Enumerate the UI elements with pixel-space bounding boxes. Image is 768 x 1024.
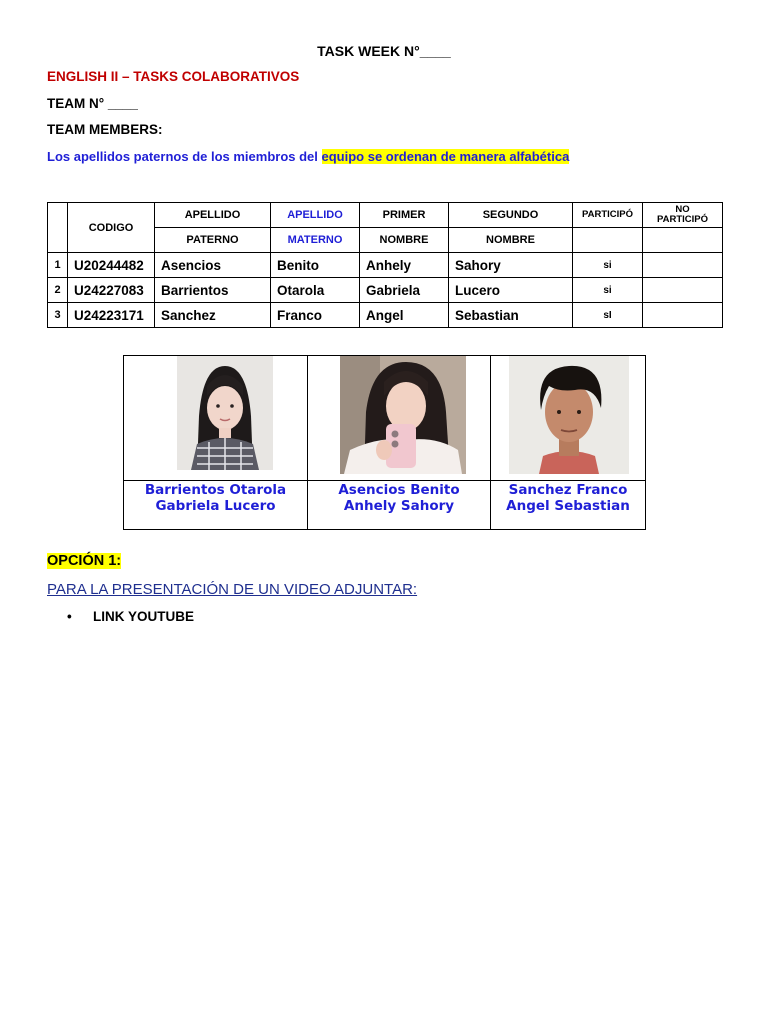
row-primer-nombre: Gabriela [360,278,449,303]
member-photo [177,356,273,470]
row-number: 2 [48,278,68,303]
row-number: 3 [48,303,68,328]
row-primer-nombre: Angel [360,303,449,328]
header-empty-cell [573,228,643,253]
bullet-list-item [67,609,194,624]
course-subtitle: ENGLISH II – TASKS COLABORATIVOS [47,69,300,84]
row-participo: sI [573,303,643,328]
header-number-cell [48,203,68,253]
row-apellido-materno: Franco [271,303,360,328]
row-apellido-materno: Benito [271,253,360,278]
member-caption [491,481,645,514]
photo-cell [308,356,491,481]
header-apellido-paterno-2: PATERNO [155,228,271,253]
header-apellido-materno-2: MATERNO [271,228,360,253]
instruction-text [47,149,569,164]
header-primer-2: NOMBRE [360,228,449,253]
caption-cell [308,481,491,530]
header-segundo-2: NOMBRE [449,228,573,253]
header-primer-1: PRIMER [360,203,449,228]
team-number: TEAM N° ____ [47,96,138,111]
caption-line-1: Sanchez Franco [508,482,628,498]
row-participo: si [573,278,643,303]
header-apellido-materno-1: APELLIDO [271,203,360,228]
header-no-participo-1: NO [675,204,690,215]
bullet-icon: • [67,609,72,624]
row-apellido-paterno: Asencios [155,253,271,278]
caption-line-1: Asencios Benito [338,482,460,498]
row-participo: si [573,253,643,278]
row-no-participo [643,303,723,328]
instruction-highlight: equipo se ordenan de manera alfabética [321,149,570,164]
instruction-plain: Los apellidos paternos de los miembros del [47,149,322,164]
row-apellido-paterno: Sanchez [155,303,271,328]
header-segundo-1: SEGUNDO [449,203,573,228]
member-photo [509,356,629,474]
header-apellido-paterno-1: APELLIDO [155,203,271,228]
member-caption [308,481,490,514]
row-segundo-nombre: Sebastian [449,303,573,328]
header-codigo: CODIGO [68,203,155,253]
photo-row [124,356,646,481]
caption-cell [124,481,308,530]
option-label: OPCIÓN 1: [47,553,122,569]
row-no-participo [643,253,723,278]
row-apellido-materno: Otarola [271,278,360,303]
header-empty-cell [643,228,723,253]
bullet-text: LINK YOUTUBE [93,609,195,624]
table-row [48,278,723,303]
table-row [48,253,723,278]
caption-line-2: Angel Sebastian [506,498,630,514]
caption-line-2: Gabriela Lucero [155,498,276,514]
photo-cell [491,356,646,481]
document-title: TASK WEEK N°____ [317,43,451,59]
row-number: 1 [48,253,68,278]
member-photo [340,356,466,475]
photo-cell [124,356,308,481]
row-codigo: U20244482 [68,253,155,278]
caption-line-2: Anhely Sahory [343,498,455,514]
caption-row [124,481,646,530]
caption-line-1: Barrientos Otarola [144,482,287,498]
member-photos-table [123,355,646,530]
row-primer-nombre: Anhely [360,253,449,278]
table-header-row [48,203,723,228]
members-table [47,202,723,328]
header-no-participo-2: PARTICIPÓ [656,214,709,225]
row-segundo-nombre: Sahory [449,253,573,278]
presentation-heading: PARA LA PRESENTACIÓN DE UN VIDEO ADJUNTAR: [47,581,418,598]
header-no-participo [643,203,723,228]
row-apellido-paterno: Barrientos [155,278,271,303]
table-row [48,303,723,328]
row-no-participo [643,278,723,303]
member-caption [124,481,307,514]
header-participo: PARTICIPÓ [573,203,643,228]
team-members-label: TEAM MEMBERS: [47,122,163,137]
row-segundo-nombre: Lucero [449,278,573,303]
caption-cell [491,481,646,530]
row-codigo: U24223171 [68,303,155,328]
row-codigo: U24227083 [68,278,155,303]
